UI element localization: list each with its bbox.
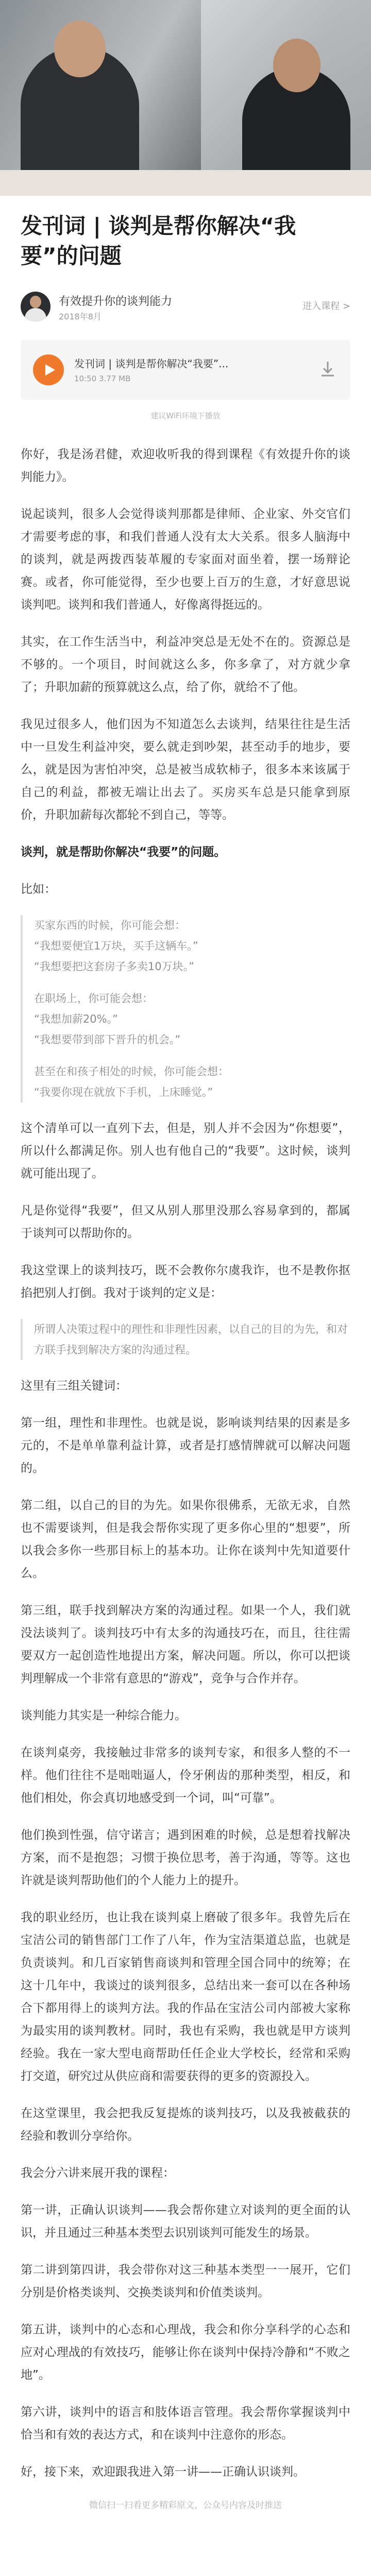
article-body <box>21 443 350 2513</box>
paragraph: 谈判能力其实是一种综合能力。 <box>21 1709 187 1722</box>
section-paragraph: 第二讲到第四讲，我会带你对这三种基本类型一一展开，它们分别是价格类谈判、交换类谈判和价值类谈判。 <box>21 2263 350 2299</box>
section-paragraph: 第一讲，正确认识谈判——我会帮你建立对谈判的更全面的认识，并且通过三种基本类型去识别谈判可能发生的场景。 <box>21 2204 350 2240</box>
quote-line: 买家东西的时候，你可能会想： <box>34 919 185 931</box>
download-icon[interactable] <box>318 360 337 378</box>
hero-table <box>0 170 371 196</box>
footer-tip: 微信扫一扫看更多精彩原文，公众号内容及时推送 <box>89 2500 282 2511</box>
paragraph: 这里有三组关键词： <box>21 1379 127 1393</box>
definition-quote <box>21 1319 350 1360</box>
audio-meta: 10:50 3.77 MB <box>74 374 131 383</box>
hero-image <box>0 0 371 196</box>
audio-player[interactable] <box>21 340 350 400</box>
play-button[interactable] <box>33 354 64 385</box>
paragraph: 你好，我是汤君健，欢迎收听我的得到课程《有效提升你的谈判能力》。 <box>21 448 350 484</box>
quote-line: “我想要把这套房子多卖10万块。” <box>34 960 194 973</box>
quote-line: 所谓人决策过程中的理性和非理性因素，以自己的目的为先，和对方联手找到解决方案的沟通过程。 <box>34 1323 348 1356</box>
article-title: 发刊词 | 谈判是帮你解决“我要”的问题 <box>21 213 296 268</box>
paragraph: 在谈判桌旁，我接触过非常多的谈判专家，和很多人整的不一样。他们往往不是咄咄逼人，伶牙俐齿的那种类型，相反，和他们相处，你会真切地感受到一个词，叫“可靠”。 <box>21 1746 350 1805</box>
paragraph: 第二组，以自己的目的为先。如果你很佛系，无欲无求，自然也不需要谈判，但是我会帮你实现了更多你心里的“想要”，所以我会多你一些那目标上的基本功。让你在谈判中先知道要什么。 <box>21 1499 350 1580</box>
paragraph: 其实，在工作生活当中，利益冲突总是无处不在的。资源总是不够的。一个项目，时间就这么多，你多拿了，对方就少拿了；升职加薪的预算就这么点，给了你，就给不了他。 <box>21 635 350 694</box>
quote-line: 在职场上，你可能会想： <box>34 992 153 1005</box>
section-paragraph: 第六讲，谈判中的语言和肢体语言管理。我会帮你掌握谈判中恰当和有效的表达方式，和在谈判中注意你的形态。 <box>21 2405 350 2442</box>
paragraph: 他们换到性强，信守诺言；遇到困难的时候，总是想着找解决方案，而不是抱怨；习惯于换位思考，善于沟通，等等。这也许就是谈判帮助他们的个人能力上的提升。 <box>21 1828 350 1887</box>
example-quote <box>21 915 350 1103</box>
enter-course-link[interactable]: 进入课程 > <box>302 301 350 312</box>
paragraph: 第一组，理性和非理性。也就是说，影响谈判结果的因素是多元的，不是单单靠利益计算，或者是打感情牌就可以解决问题的。 <box>21 1416 350 1475</box>
author-row[interactable] <box>21 289 350 326</box>
paragraph: 这个清单可以一直列下去，但是，别人并不会因为“你想要”，所以什么都满足你。别人也有他自己的“我要”。这时候，谈判就可能出现了。 <box>21 1122 350 1180</box>
closing-paragraph: 好，接下来，欢迎跟我进入第一讲——正确认识谈判。 <box>21 2465 305 2479</box>
audio-title: 发刊词 | 谈判是帮你解决“我要”... <box>74 358 229 370</box>
avatar[interactable] <box>21 292 50 321</box>
paragraph: 我这堂课上的谈判技巧，既不会教你尔虞我诈，也不是教你抠掐把别人打倒。我对于谈判的定义是： <box>21 1264 350 1300</box>
paragraph: 比如： <box>21 883 56 896</box>
paragraph: 我会分六讲来展开我的课程： <box>21 2166 175 2180</box>
quote-line: “我想要便宜1万块，买手这辆车。” <box>34 940 198 952</box>
paragraph: 我见过很多人，他们因为不知道怎么去谈判，结果往往是生活中一旦发生利益冲突，要么就走到吵架，甚至动手的地步，要么，就是因为害怕冲突，总是被当成软柿子，很多本来该属于自己的利益，都被无端让出去了。买房买车总是只能拿到原价，升职加薪每次都轮不到自己，等等。 <box>21 718 350 822</box>
paragraph: 说起谈判，很多人会觉得谈判那都是律师、企业家、外交官们才需要考虑的事，和我们普通人没有太大关系。很多人脑海中的谈判，就是两拨西装革履的专家面对面坐着，摆一场辩论赛。或者，你可能觉得，至少也要上百万的生意，才好意思说谈判吧。谈判和我们普通人，好像离得挺远的。 <box>21 507 350 612</box>
section-paragraph: 第五讲，谈判中的心态和心理战，我会和你分享科学的心态和应对心理战的有效技巧，能够让你在谈判中保持冷静和“不败之地”。 <box>21 2323 350 2382</box>
wifi-note: 建议WiFi环境下播放 <box>150 411 221 420</box>
quote-line: 甚至在和孩子相处的时候，你可能会想： <box>34 1065 229 1078</box>
paragraph: 凡是你觉得“我要”，但又从别人那里没那么容易拿到的，都属于谈判可以帮助你的。 <box>21 1204 350 1240</box>
paragraph: 第三组，联手找到解决方案的沟通过程。如果一个人，我们就没法谈判了。谈判技巧中有太多的沟通技巧在，而且，往往需要双方一起创造性地提出方案，解决问题。所以，你可以把谈判理解成一个非常有意思的“游戏”，竞争与合作并存。 <box>21 1604 350 1685</box>
paragraph: 在这堂课里，我会把我反复提炼的谈判技巧，以及我被截获的经验和教训分享给你。 <box>21 2107 350 2143</box>
quote-line: “我想加薪20%。” <box>34 1013 118 1025</box>
play-icon <box>44 364 56 376</box>
article-header <box>21 211 350 271</box>
quote-line: “我要你现在就放下手机，上床睡觉。” <box>34 1086 213 1098</box>
quote-line: “我想要带到部下晋升的机会。” <box>34 1033 181 1046</box>
bold-paragraph: 谈判，就是帮助你解决“我要”的问题。 <box>21 845 226 859</box>
paragraph: 我的职业经历，也让我在谈判桌上磨破了很多年。我曾先后在宝洁公司的销售部门工作了八年，作为宝洁渠道总监，也就是负责谈判。和几百家销售商谈判和管理全国合同中的统筹；在这十几年中，我谈过的谈判很多，总结出来一套可以在各种场合下都用得上的谈判方法。我的作品在宝洁公司内部被大家称为最实用的谈判教材。同时，我也有采购，我也就是甲方谈判经验。我在一家大型电商帮助任任企业大学校长，经常和采购打交道，研究过从供应商和需要获得的更多的资源投入。 <box>21 1911 350 2083</box>
author-name[interactable]: 有效提升你的谈判能力 <box>59 295 173 308</box>
author-date: 2018年8月 <box>59 312 102 321</box>
